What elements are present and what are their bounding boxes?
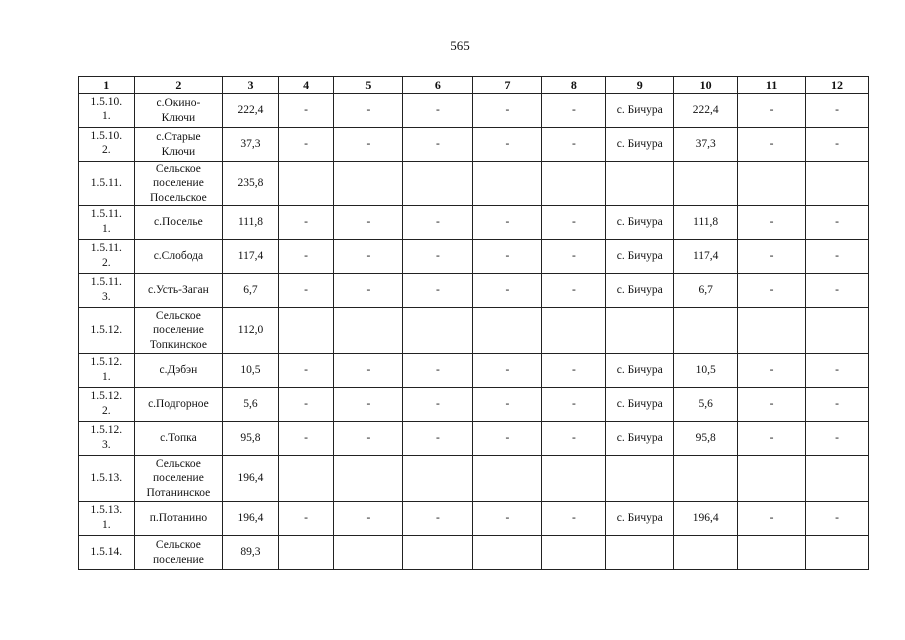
table-cell-col-4: -: [278, 274, 334, 308]
table-cell-col-11: -: [738, 274, 806, 308]
table-cell-col-10: [674, 536, 738, 570]
table-cell-col-6: [403, 536, 473, 570]
col-header-8: 8: [542, 77, 606, 94]
table-cell-col-4: -: [278, 354, 334, 388]
table-cell-col-4: -: [278, 502, 334, 536]
table-cell-col-1: 1.5.12.: [79, 308, 135, 354]
table-cell-col-6: -: [403, 128, 473, 162]
table-cell-col-8: -: [542, 94, 606, 128]
table-cell-col-11: -: [738, 422, 806, 456]
table-cell-col-4: [278, 308, 334, 354]
table-cell-col-3: 117,4: [223, 240, 279, 274]
table-cell-col-2: с.Старые Ключи: [134, 128, 223, 162]
table-cell-col-6: -: [403, 422, 473, 456]
table-cell-col-5: -: [334, 94, 403, 128]
col-header-1: 1: [79, 77, 135, 94]
table-cell-col-7: [473, 162, 542, 206]
col-header-6: 6: [403, 77, 473, 94]
table-row: [79, 162, 869, 206]
table-cell-col-8: -: [542, 354, 606, 388]
table-cell-col-2: п.Потанино: [134, 502, 223, 536]
table-cell-col-12: [806, 456, 869, 502]
table-cell-col-8: -: [542, 422, 606, 456]
table-cell-col-11: -: [738, 354, 806, 388]
col-header-11: 11: [738, 77, 806, 94]
table-cell-col-2: Сельское поселение Потанинское: [134, 456, 223, 502]
table-cell-col-3: 6,7: [223, 274, 279, 308]
table-row: [79, 354, 869, 388]
table-cell-col-10: 196,4: [674, 502, 738, 536]
table-cell-col-5: [334, 308, 403, 354]
table-cell-col-5: -: [334, 388, 403, 422]
table-cell-col-3: 37,3: [223, 128, 279, 162]
table-cell-col-9: с. Бичура: [606, 128, 674, 162]
table-cell-col-9: с. Бичура: [606, 274, 674, 308]
table-cell-col-6: -: [403, 502, 473, 536]
table-body: [79, 94, 869, 570]
table-cell-col-12: -: [806, 240, 869, 274]
table-cell-col-10: [674, 308, 738, 354]
table-cell-col-4: -: [278, 128, 334, 162]
table-cell-col-5: [334, 162, 403, 206]
table-cell-col-5: -: [334, 354, 403, 388]
table-cell-col-10: 222,4: [674, 94, 738, 128]
table-cell-col-12: [806, 308, 869, 354]
table-cell-col-4: [278, 456, 334, 502]
table-row: [79, 240, 869, 274]
col-header-7: 7: [473, 77, 542, 94]
table-cell-col-9: [606, 308, 674, 354]
table-cell-col-7: -: [473, 422, 542, 456]
table-cell-col-7: [473, 308, 542, 354]
table-cell-col-12: -: [806, 128, 869, 162]
table-cell-col-12: -: [806, 422, 869, 456]
table-cell-col-7: -: [473, 502, 542, 536]
col-header-12: 12: [806, 77, 869, 94]
table-cell-col-3: 196,4: [223, 502, 279, 536]
table-cell-col-2: с.Поселье: [134, 206, 223, 240]
table-cell-col-9: с. Бичура: [606, 502, 674, 536]
table-cell-col-7: -: [473, 274, 542, 308]
table-cell-col-6: -: [403, 274, 473, 308]
table-cell-col-7: -: [473, 240, 542, 274]
col-header-9: 9: [606, 77, 674, 94]
table-cell-col-8: -: [542, 502, 606, 536]
col-header-4: 4: [278, 77, 334, 94]
table-cell-col-11: [738, 456, 806, 502]
table-cell-col-5: -: [334, 274, 403, 308]
table-cell-col-1: 1.5.13.: [79, 456, 135, 502]
table-cell-col-2: Сельское поселение Топкинское: [134, 308, 223, 354]
table-cell-col-6: [403, 456, 473, 502]
table-cell-col-3: 5,6: [223, 388, 279, 422]
table-cell-col-4: -: [278, 388, 334, 422]
table-cell-col-10: 111,8: [674, 206, 738, 240]
table-row: [79, 308, 869, 354]
table-cell-col-8: [542, 308, 606, 354]
table-row: [79, 206, 869, 240]
table-cell-col-7: [473, 456, 542, 502]
table-cell-col-11: -: [738, 128, 806, 162]
table-cell-col-12: -: [806, 94, 869, 128]
table-cell-col-6: -: [403, 354, 473, 388]
table-cell-col-1: 1.5.12. 2.: [79, 388, 135, 422]
page-number: 565: [450, 38, 470, 53]
table-cell-col-3: 10,5: [223, 354, 279, 388]
header-row: [79, 77, 869, 94]
table-cell-col-9: с. Бичура: [606, 240, 674, 274]
table-cell-col-6: -: [403, 206, 473, 240]
table-cell-col-9: [606, 536, 674, 570]
table-cell-col-8: -: [542, 206, 606, 240]
table-cell-col-9: с. Бичура: [606, 94, 674, 128]
table-cell-col-1: 1.5.10. 2.: [79, 128, 135, 162]
table-cell-col-3: 89,3: [223, 536, 279, 570]
table-cell-col-7: -: [473, 206, 542, 240]
table-cell-col-6: [403, 308, 473, 354]
table-cell-col-12: -: [806, 502, 869, 536]
table-cell-col-3: 222,4: [223, 94, 279, 128]
table-cell-col-11: [738, 162, 806, 206]
col-header-2: 2: [134, 77, 223, 94]
table-cell-col-3: 112,0: [223, 308, 279, 354]
table-cell-col-4: -: [278, 422, 334, 456]
table-cell-col-9: [606, 456, 674, 502]
table-row: [79, 536, 869, 570]
table-cell-col-9: с. Бичура: [606, 354, 674, 388]
table-cell-col-5: -: [334, 502, 403, 536]
table-cell-col-11: [738, 308, 806, 354]
table-cell-col-2: Сельское поселение Посельское: [134, 162, 223, 206]
table-cell-col-2: с.Топка: [134, 422, 223, 456]
table-cell-col-8: -: [542, 128, 606, 162]
table-cell-col-7: -: [473, 128, 542, 162]
table-cell-col-5: -: [334, 128, 403, 162]
table-cell-col-5: -: [334, 206, 403, 240]
table-cell-col-4: -: [278, 240, 334, 274]
table-cell-col-8: [542, 456, 606, 502]
settlements-table: [78, 76, 869, 570]
table-cell-col-11: -: [738, 502, 806, 536]
table-cell-col-5: -: [334, 240, 403, 274]
table-cell-col-2: с.Слобода: [134, 240, 223, 274]
table-cell-col-4: [278, 536, 334, 570]
table-cell-col-11: -: [738, 94, 806, 128]
table-cell-col-7: [473, 536, 542, 570]
table-cell-col-11: -: [738, 240, 806, 274]
table-cell-col-7: -: [473, 388, 542, 422]
table-cell-col-12: -: [806, 388, 869, 422]
table-cell-col-10: 95,8: [674, 422, 738, 456]
table-cell-col-8: -: [542, 274, 606, 308]
col-header-5: 5: [334, 77, 403, 94]
table-cell-col-10: [674, 162, 738, 206]
table-cell-col-2: с.Дэбэн: [134, 354, 223, 388]
table-row: [79, 388, 869, 422]
table-cell-col-12: -: [806, 206, 869, 240]
col-header-10: 10: [674, 77, 738, 94]
table-cell-col-6: [403, 162, 473, 206]
table-cell-col-9: с. Бичура: [606, 422, 674, 456]
table-cell-col-1: 1.5.11.: [79, 162, 135, 206]
table-cell-col-10: [674, 456, 738, 502]
table-cell-col-3: 235,8: [223, 162, 279, 206]
table-row: [79, 274, 869, 308]
table-cell-col-3: 196,4: [223, 456, 279, 502]
table-cell-col-12: [806, 162, 869, 206]
table-cell-col-5: [334, 456, 403, 502]
table-row: [79, 422, 869, 456]
table-cell-col-9: с. Бичура: [606, 388, 674, 422]
col-header-3: 3: [223, 77, 279, 94]
table-cell-col-8: -: [542, 388, 606, 422]
table-row: [79, 456, 869, 502]
table-cell-col-11: [738, 536, 806, 570]
table-cell-col-1: 1.5.10. 1.: [79, 94, 135, 128]
table-cell-col-7: -: [473, 354, 542, 388]
table-cell-col-12: -: [806, 274, 869, 308]
table-cell-col-9: [606, 162, 674, 206]
table-cell-col-10: 37,3: [674, 128, 738, 162]
table-cell-col-12: -: [806, 354, 869, 388]
table-cell-col-6: -: [403, 240, 473, 274]
table-cell-col-10: 5,6: [674, 388, 738, 422]
table-cell-col-4: -: [278, 206, 334, 240]
table-row: [79, 502, 869, 536]
table-cell-col-1: 1.5.13. 1.: [79, 502, 135, 536]
table-cell-col-2: с.Подгорное: [134, 388, 223, 422]
table-cell-col-6: -: [403, 388, 473, 422]
table-cell-col-9: с. Бичура: [606, 206, 674, 240]
table-cell-col-11: -: [738, 388, 806, 422]
table-cell-col-2: Сельское поселение: [134, 536, 223, 570]
table-cell-col-8: [542, 162, 606, 206]
table-cell-col-10: 10,5: [674, 354, 738, 388]
table-cell-col-11: -: [738, 206, 806, 240]
table-cell-col-1: 1.5.12. 1.: [79, 354, 135, 388]
table-cell-col-12: [806, 536, 869, 570]
table-cell-col-10: 6,7: [674, 274, 738, 308]
table-row: [79, 128, 869, 162]
table-cell-col-5: -: [334, 422, 403, 456]
table-cell-col-8: -: [542, 240, 606, 274]
table-cell-col-3: 95,8: [223, 422, 279, 456]
table-cell-col-1: 1.5.11. 1.: [79, 206, 135, 240]
table-cell-col-2: с.Окино- Ключи: [134, 94, 223, 128]
table-cell-col-5: [334, 536, 403, 570]
table-cell-col-10: 117,4: [674, 240, 738, 274]
table-cell-col-8: [542, 536, 606, 570]
table-cell-col-7: -: [473, 94, 542, 128]
table-cell-col-1: 1.5.11. 3.: [79, 274, 135, 308]
table-row: [79, 94, 869, 128]
table-cell-col-3: 111,8: [223, 206, 279, 240]
table-cell-col-2: с.Усть-Заган: [134, 274, 223, 308]
table-cell-col-6: -: [403, 94, 473, 128]
table-cell-col-1: 1.5.12. 3.: [79, 422, 135, 456]
table-cell-col-1: 1.5.14.: [79, 536, 135, 570]
table-cell-col-4: -: [278, 94, 334, 128]
table-cell-col-4: [278, 162, 334, 206]
table-cell-col-1: 1.5.11. 2.: [79, 240, 135, 274]
